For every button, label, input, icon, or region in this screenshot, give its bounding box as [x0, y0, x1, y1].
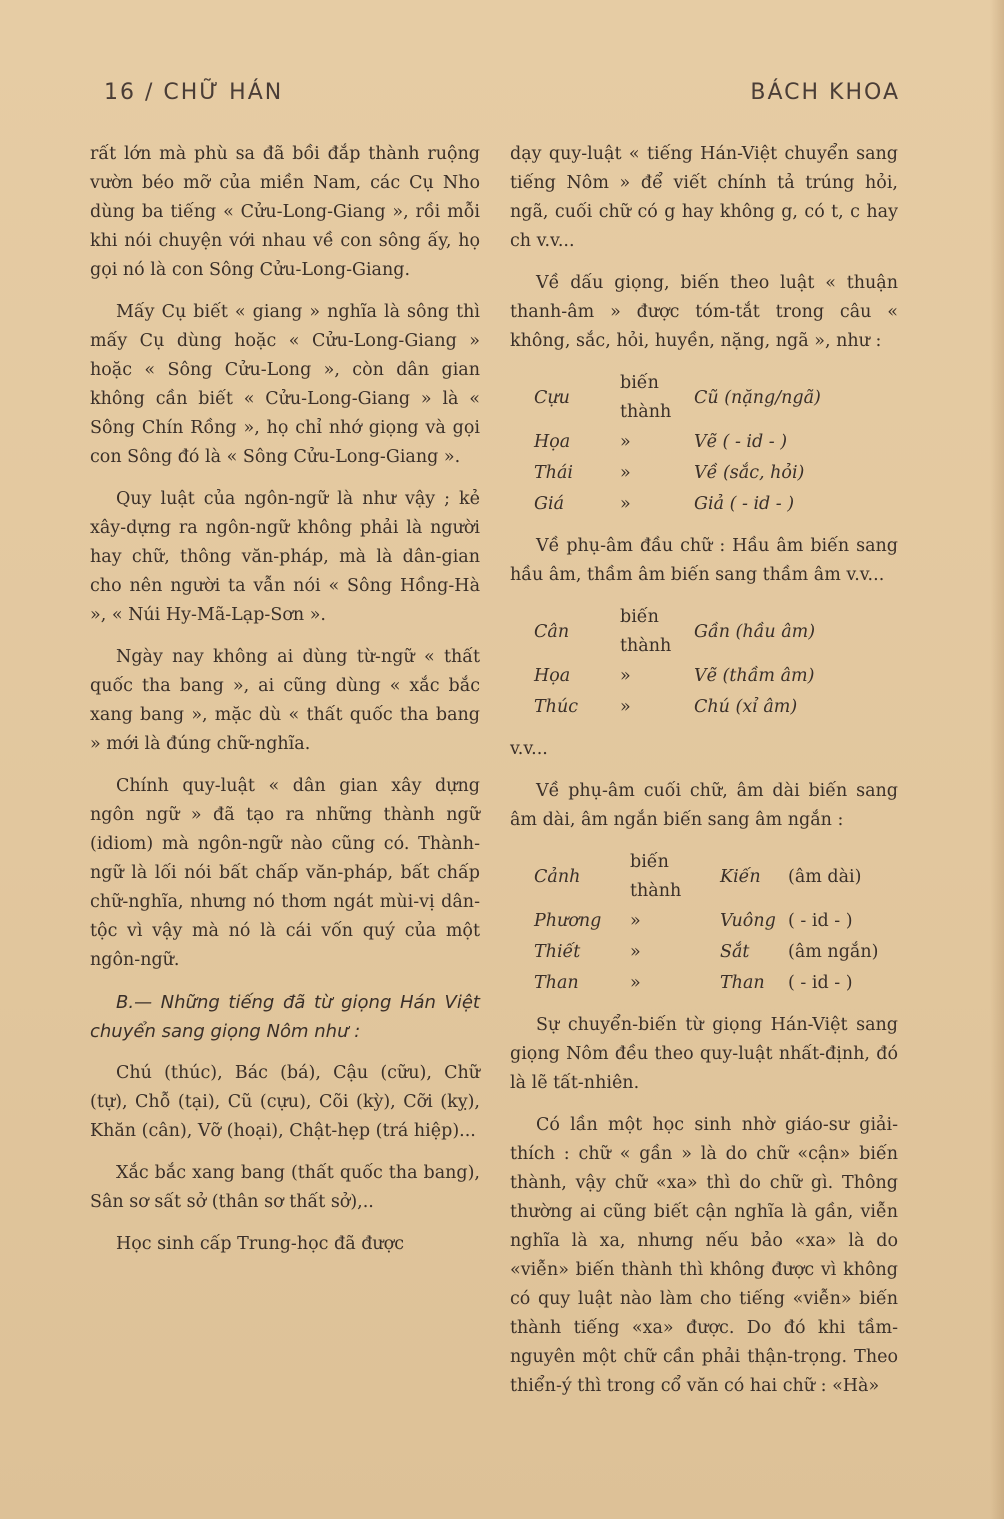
right-column	[510, 140, 898, 1414]
magazine-title: BÁCH KHOA	[750, 80, 900, 105]
example-table-initial-consonants	[534, 603, 922, 723]
paragraph: Về dấu giọng, biến theo luật « thuận thanh-âm » được tóm-tắt trong câu « không, sắc, hỏi, huyền, nặng, ngã », như :	[510, 273, 898, 351]
page-header	[104, 80, 900, 112]
table-row: Giá » Giả ( - id - )	[534, 494, 795, 514]
paragraph: Ngày nay không ai dùng từ-ngữ « thất quốc tha bang », ai cũng dùng « xắc bắc xang bang », mặc dù « thất quốc tha bang » mới là đúng chữ-nghĩa.	[90, 647, 480, 754]
table-row: Than » Than ( - id - )	[534, 973, 853, 993]
paragraph: Về phụ-âm cuối chữ, âm dài biến sang âm dài, âm ngắn biến sang âm ngắn :	[510, 781, 898, 830]
table-row: Cựu biến thành Cũ (nặng/ngã)	[534, 373, 821, 422]
table-row: Thái » Về (sắc, hỏi)	[534, 463, 805, 483]
paragraph: Mấy Cụ biết « giang » nghĩa là sông thì mấy Cụ dùng hoặc « Cửu-Long-Giang » hoặc « Sông Cửu-Long », còn dân gian không cần biết « Cửu-Long-Giang » là « Sông Chín Rồng », họ chỉ nhớ giọng và gọi con Sông đó là « Sông Cửu-Long-Giang ».	[90, 302, 480, 467]
table-row: Phương » Vuông ( - id - )	[534, 911, 853, 931]
paragraph: Học sinh cấp Trung-học đã được	[116, 1234, 405, 1254]
paragraph: dạy quy-luật « tiếng Hán-Việt chuyển sang tiếng Nôm » để viết chính tả trúng hỏi, ngã, cuối chữ có g hay không g, có t, c hay ch v.v...	[510, 144, 898, 251]
paragraph: Sự chuyển-biến từ giọng Hán-Việt sang giọng Nôm đều theo quy-luật nhất-định, đó là lẽ tất-nhiên.	[510, 1015, 898, 1093]
paragraph: Về phụ-âm đầu chữ : Hầu âm biến sang hầu âm, thầm âm biến sang thầm âm v.v...	[510, 536, 898, 585]
paragraph: Chính quy-luật « dân gian xây dựng ngôn ngữ » đã tạo ra những thành ngữ (idiom) mà ngôn-ngữ nào cũng có. Thành-ngữ là lối nói bất chấp văn-pháp, bất chấp chữ-nghĩa, nhưng nó thơm ngát mùi-vị dân-tộc vì vậy mà nó là cái vốn quý của một ngôn-ngữ.	[90, 776, 480, 970]
table-row: Cân biến thành Gần (hầu âm)	[534, 607, 816, 656]
etcetera: v.v...	[510, 739, 548, 759]
table-row: Thúc » Chú (xỉ âm)	[534, 697, 798, 717]
paragraph: Chú (thúc), Bác (bá), Cậu (cữu), Chữ (tự), Chỗ (tại), Cũ (cựu), Cõi (kỳ), Cỡi (kỵ), Khăn (cân), Vỡ (hoại), Chật-hẹp (trá hiệp)...	[90, 1063, 480, 1141]
left-column	[90, 140, 480, 1272]
example-table-final-consonants	[534, 848, 922, 999]
section-heading-b: B.— Những tiếng đã từ giọng Hán Việt chuyển sang giọng Nôm như :	[90, 992, 480, 1042]
table-row: Thiết » Sắt (âm ngắn)	[534, 942, 879, 962]
table-row: Họa » Vẽ (thầm âm)	[534, 666, 815, 686]
paragraph: Có lần một học sinh nhờ giáo-sư giải-thích : chữ « gần » là do chữ «cận» biến thành, vậy chữ «xa» thì do chữ gì. Thông thường ai cũng biết cận nghĩa là gần, viễn nghĩa là xa, nhưng nếu bảo «xa» là do «viễn» biến thành thì không được vì không có quy luật nào làm cho tiếng «viễn» biến thành tiếng «xa» được. Do đó khi tầm-nguyên một chữ cần phải thận-trọng. Theo thiển-ý thì trong cổ văn có hai chữ : «Hà»	[510, 1115, 898, 1396]
paragraph: rất lớn mà phù sa đã bồi đắp thành ruộng vườn béo mỡ của miền Nam, các Cụ Nho dùng ba tiếng « Cửu-Long-Giang », rồi mỗi khi nói chuyện với nhau về con sông ấy, họ gọi nó là con Sông Cửu-Long-Giang.	[90, 144, 480, 280]
table-row: Họa » Vẽ ( - id - )	[534, 432, 788, 452]
table-row: Cảnh biến thành Kiến (âm dài)	[534, 852, 862, 901]
paragraph: Quy luật của ngôn-ngữ là như vậy ; kẻ xây-dựng ra ngôn-ngữ không phải là người hay chữ, thông văn-pháp, mà là dân-gian cho nên người ta vẫn nói « Sông Hồng-Hà », « Núi Hy-Mã-Lạp-Sơn ».	[90, 489, 480, 625]
paragraph: Xắc bắc xang bang (thất quốc tha bang), Sân sơ sất sở (thân sơ thất sở),..	[90, 1163, 480, 1212]
example-table-tones	[534, 369, 922, 520]
page-number-section: 16 / CHỮ HÁN	[104, 80, 284, 105]
